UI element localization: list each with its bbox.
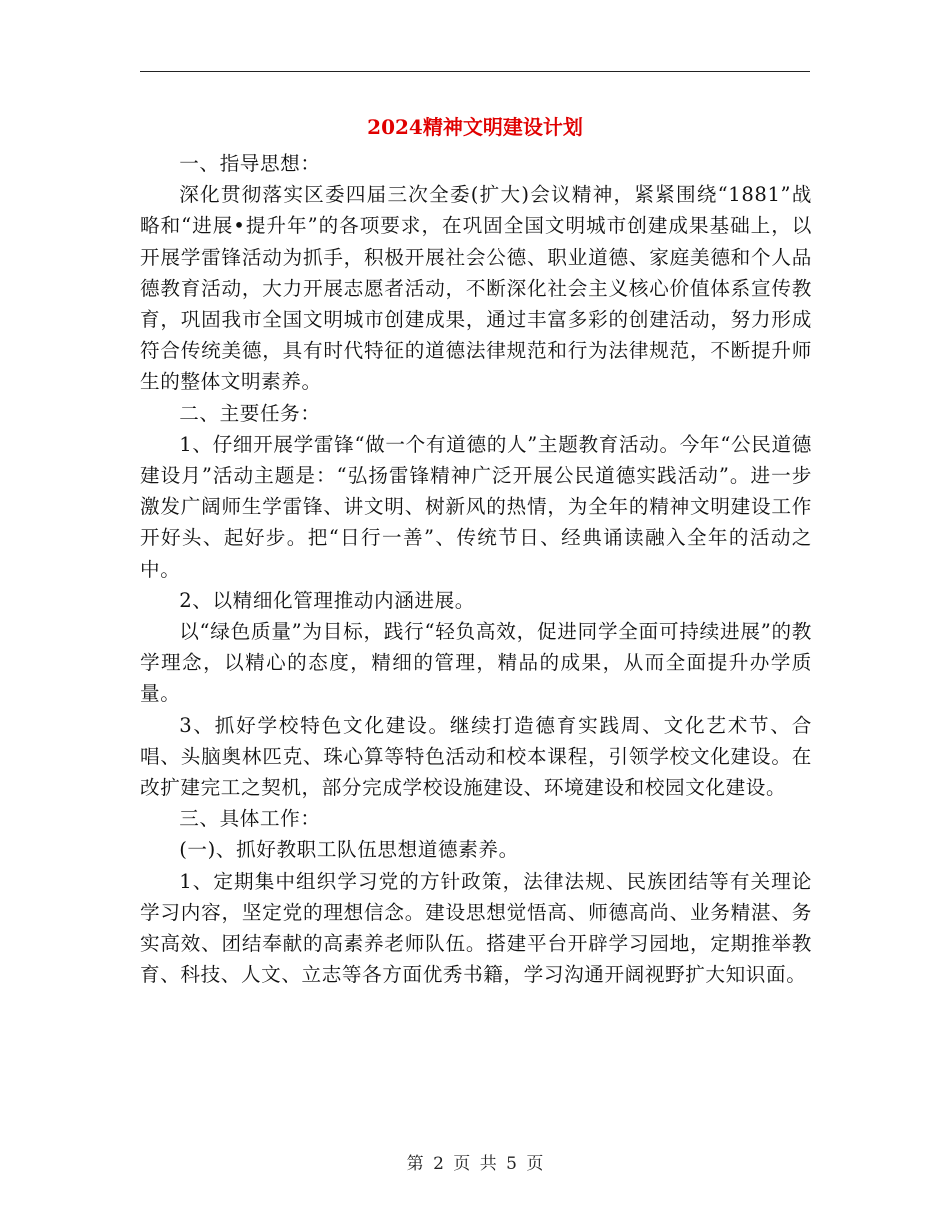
- document-body: [140, 148, 812, 990]
- section-heading-specific-work: 三、具体工作：: [179, 807, 321, 831]
- paragraph-task-2: 以“绿色质量”为目标，践行“轻负高效，促进同学全面可持续进展”的教学理念，以精心的态度，精细的管理，精品的成果，从而全面提升办学质量。: [140, 620, 812, 706]
- paragraph-task-2-heading: 2、以精细化管理推动内涵进展。: [179, 588, 475, 612]
- paragraph-guiding-ideology: 深化贯彻落实区委四届三次全委(扩大)会议精神，紧紧围绕“1881”战略和“进展•提升年”的各项要求，在巩固全国文明城市创建成果基础上，以开展学雷锋活动为抓手，积极开展社会公德、职业道德、家庭美德和个人品德教育活动，大力开展志愿者活动，不断深化社会主义核心价值体系宣传教育，巩固我市全国文明城市创建成果，通过丰富多彩的创建活动，努力形成符合传统美德，具有时代特征的道德法律规范和行为法律规范，不断提升师生的整体文明素养。: [140, 183, 812, 394]
- section-heading-main-tasks: 二、主要任务：: [179, 401, 321, 425]
- paragraph-staff-1: 1、定期集中组织学习党的方针政策，法律法规、民族团结等有关理论学习内容，坚定党的理想信念。建设思想觉悟高、师德高尚、业务精湛、务实高效、团结奉献的高素养老师队伍。搭建平台开辟学习园地，定期推举教育、科技、人文、立志等各方面优秀书籍，学习沟通开阔视野扩大知识面。: [140, 869, 812, 987]
- page-number-footer: 第 2 页 共 5 页: [406, 1154, 544, 1174]
- header-rule: [140, 71, 810, 72]
- paragraph-task-3: 3、抓好学校特色文化建设。继续打造德育实践周、文化艺术节、合唱、头脑奥林匹克、珠心算等特色活动和校本课程，引领学校文化建设。在改扩建完工之契机，部分完成学校设施建设、环境建设和校园文化建设。: [140, 713, 812, 800]
- document-title: 2024精神文明建设计划: [367, 115, 583, 139]
- subsection-heading-staff: (一)、抓好教职工队伍思想道德素养。: [179, 838, 519, 862]
- section-heading-guiding-ideology: 一、指导思想：: [179, 152, 321, 175]
- paragraph-task-1: 1、仔细开展学雷锋“做一个有道德的人”主题教育活动。今年“公民道德建设月”活动主题是：“弘扬雷锋精神广泛开展公民道德实践活动”。进一步激发广阔师生学雷锋、讲文明、树新风的热情，为全年的精神文明建设工作开好头、起好步。把“日行一善”、传统节日、经典诵读融入全年的活动之中。: [140, 432, 812, 581]
